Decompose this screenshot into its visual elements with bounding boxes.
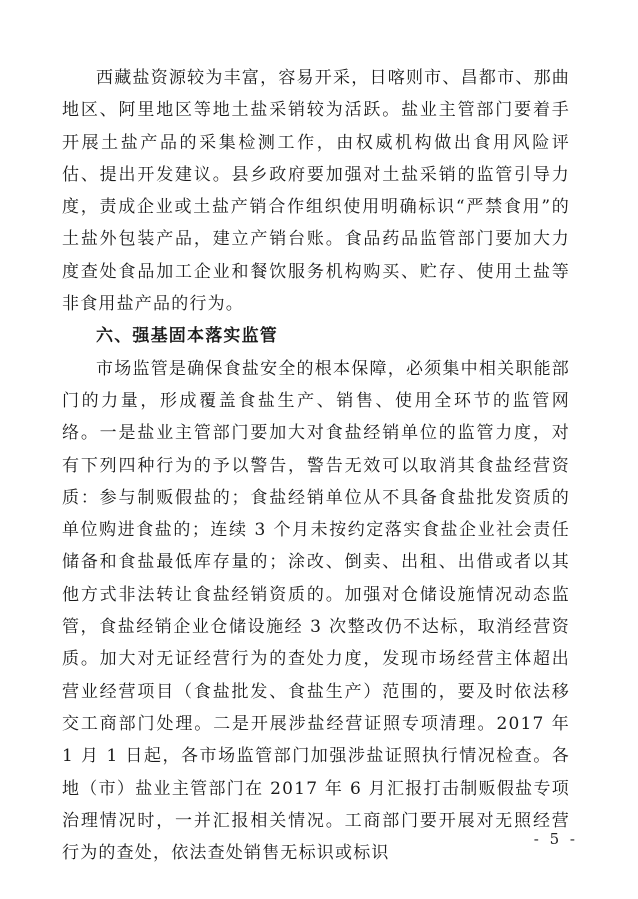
document-body [62, 62, 570, 869]
paragraph-market-supervision: 市场监管是确保食盐安全的根本保障，必须集中相关职能部门的力量，形成覆盖食盐生产、销售、使用全环节的监管网络。一是盐业主管部门要加大对食盐经销单位的监管力度，对有下列四种行为的予以警告，警告无效可以取消其食盐经营资质：参与制贩假盐的；食盐经销单位从不具备食盐批发资质的单位购进食盐的；连续 3 个月未按约定落实食盐企业社会责任储备和食盐最低库存量的；涂改、倒卖、出租、出借或者以其他方式非法转让食盐经销资质的。加强对仓储设施情况动态监管，食盐经销企业仓储设施经 3 次整改仍不达标，取消经营资质。加大对无证经营行为的查处力度，发现市场经营主体超出营业经营项目（食盐批发、食盐生产）范围的，要及时依法移交工商部门处理。二是开展涉盐经营证照专项清理。2017 年 1 月 1 日起，各市场监管部门加强涉盐证照执行情况检查。各地（市）盐业主管部门在 2017 年 6 月汇报打击制贩假盐专项治理情况时，一并汇报相关情况。工商部门要开展对无照经营行为的查处，依法查处销售无标识或标识 [62, 358, 570, 864]
paragraph-salt-resources: 西藏盐资源较为丰富，容易开采，日喀则市、昌都市、那曲地区、阿里地区等地土盐采销较为活跃。盐业主管部门要着手开展土盐产品的采集检测工作，由权威机构做出食用风险评估、提出开发建议。县乡政府要加强对土盐采销的监管引导力度，责成企业或土盐产销合作组织使用明确标识“严禁食用”的土盐外包装产品，建立产销台账。食品药品监管部门要加大力度查处食品加工企业和餐饮服务机构购买、贮存、使用土盐等非食用盐产品的行为。 [62, 68, 570, 315]
section-heading: 六、强基固本落实监管 [96, 326, 278, 347]
page-number: - 5 - [533, 830, 578, 848]
